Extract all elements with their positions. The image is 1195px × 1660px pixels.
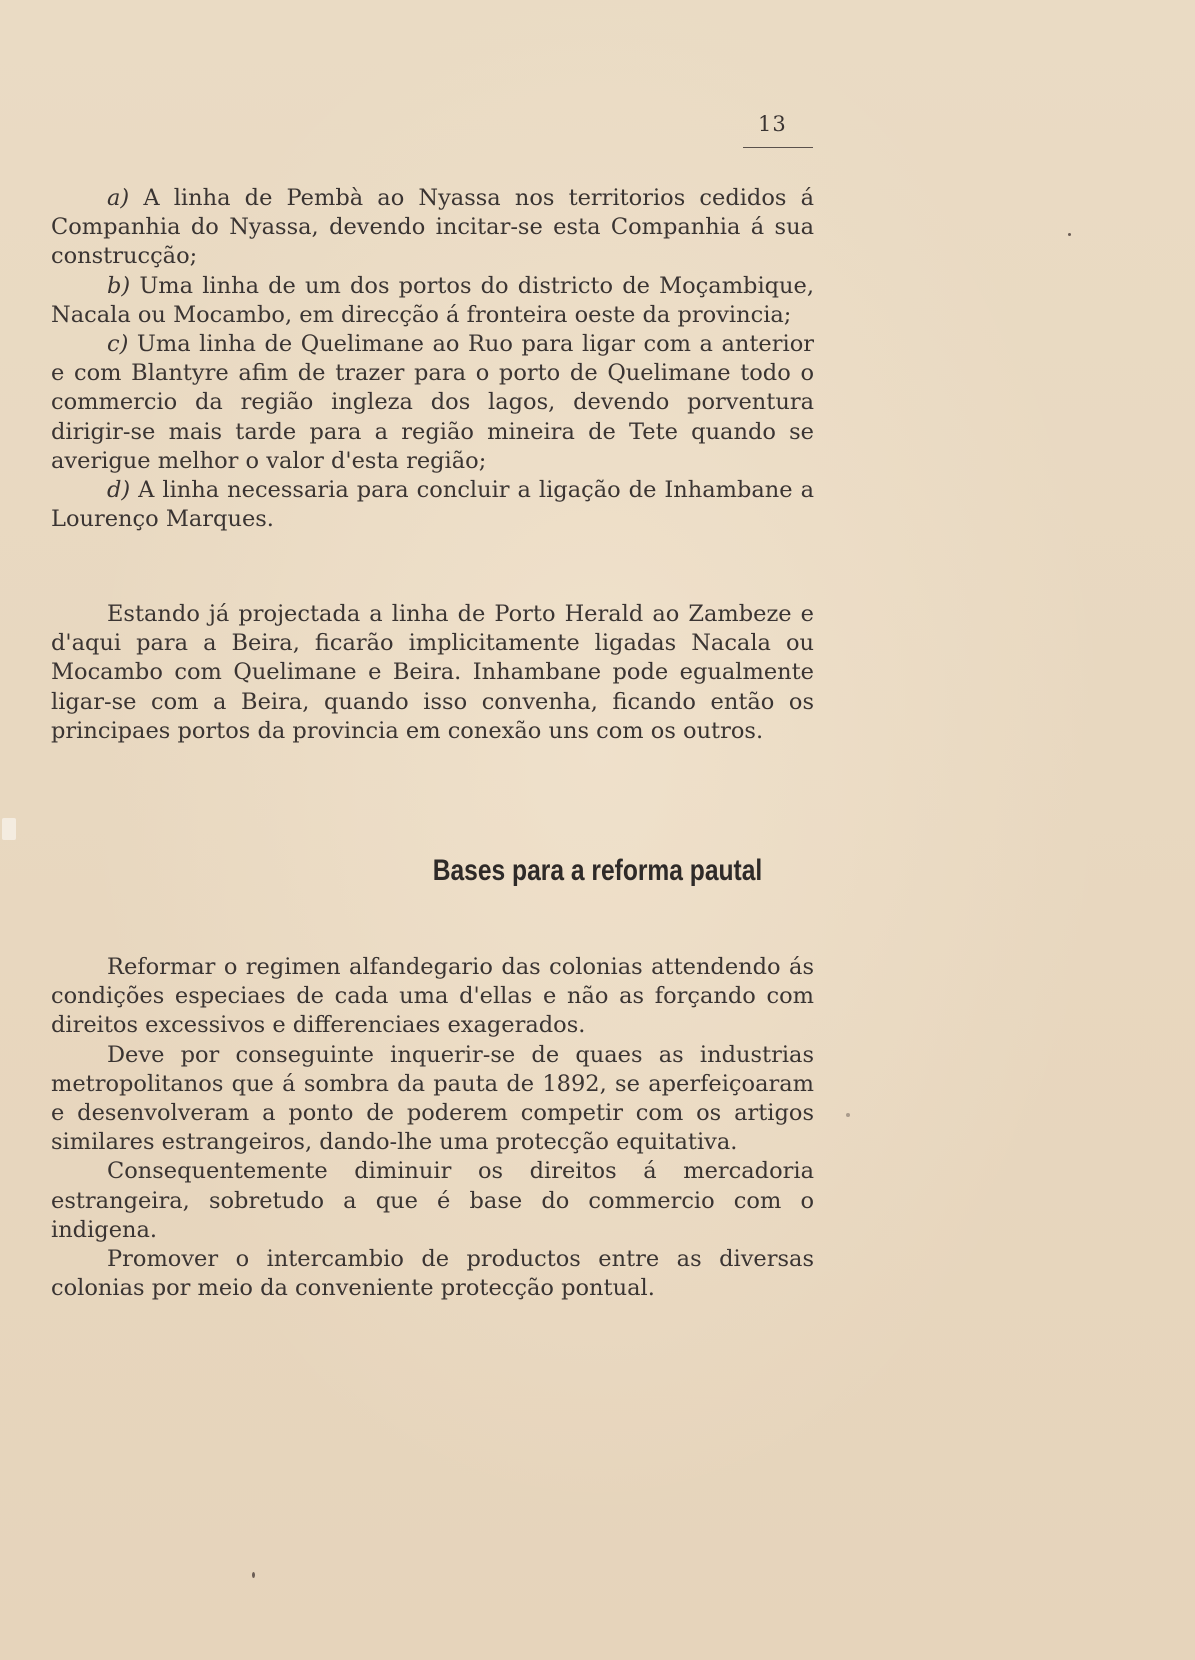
page-number: 13: [758, 112, 787, 136]
route-text: Uma linha de Quelimane ao Ruo para ligar com a anterior e com Blantyre afim de trazer para o porto de Quelimane todo o commercio da região ingleza dos lagos, devendo porventura dirigir-se mais tarde para a região mineira de Tete quando se averigue melhor o valor d'esta região;: [51, 331, 814, 474]
route-item-c: [51, 330, 814, 476]
route-item-a: [51, 184, 814, 272]
beira-paragraph: Estando já projectada a linha de Porto Herald ao Zambeze e d'aqui para a Beira, ficarão implicitamente ligadas Nacala ou Mocambo com Quelimane e Beira. Inhambane pode egualmente ligar-se com a Beira, quando isso convenha, ficando então os principaes portos da provincia em conexão uns com os outros.: [51, 601, 814, 744]
page-number-rule: [743, 147, 813, 148]
route-label: c): [107, 331, 129, 358]
tariff-reform-section: [51, 953, 814, 1303]
route-item-d: [51, 476, 814, 534]
route-label: d): [107, 477, 131, 504]
reform-paragraph: Consequentemente diminuir os direitos á mercadoria estrangeira, sobretudo a que é base do commercio com o indigena.: [51, 1158, 814, 1243]
railway-lines-list: [51, 184, 814, 534]
route-label: b): [107, 272, 131, 299]
reform-paragraph: Reformar o regimen alfandegario das colonias attendendo ás condições especiaes de cada uma d'ellas e não as forçando com direitos excessivos e differenciaes exagerados.: [51, 954, 814, 1039]
reform-paragraph: Deve por conseguinte inquerir-se de quaes as industrias metropolitanos que á sombra da pauta de 1892, se aperfeiçoaram e desenvolveram a ponto de poderem competir com os artigos similares estrangeiros, dando-lhe uma protecção equitativa.: [51, 1041, 814, 1156]
route-text: A linha necessaria para concluir a ligação de Inhambane a Lourenço Marques.: [51, 477, 814, 533]
route-text: Uma linha de um dos portos do districto de Moçambique, Nacala ou Mocambo, em direcção á fronteira oeste da provincia;: [51, 272, 814, 328]
paper-tear: [2, 818, 16, 840]
beira-paragraph-block: [51, 600, 814, 746]
route-item-b: [51, 272, 814, 330]
paper-speck: [846, 1113, 850, 1117]
paper-speck: [1068, 233, 1071, 236]
route-text: A linha de Pembà ao Nyassa nos territorios cedidos á Companhia do Nyassa, devendo incitar-se esta Companhia á sua construcção;: [51, 185, 814, 270]
reform-paragraph: Promover o intercambio de productos entre as diversas colonias por meio da conveniente protecção pontual.: [51, 1246, 814, 1302]
section-heading: Bases para a reforma pautal: [432, 854, 763, 887]
paper-speck: [252, 1572, 255, 1578]
route-label: a): [107, 185, 130, 211]
